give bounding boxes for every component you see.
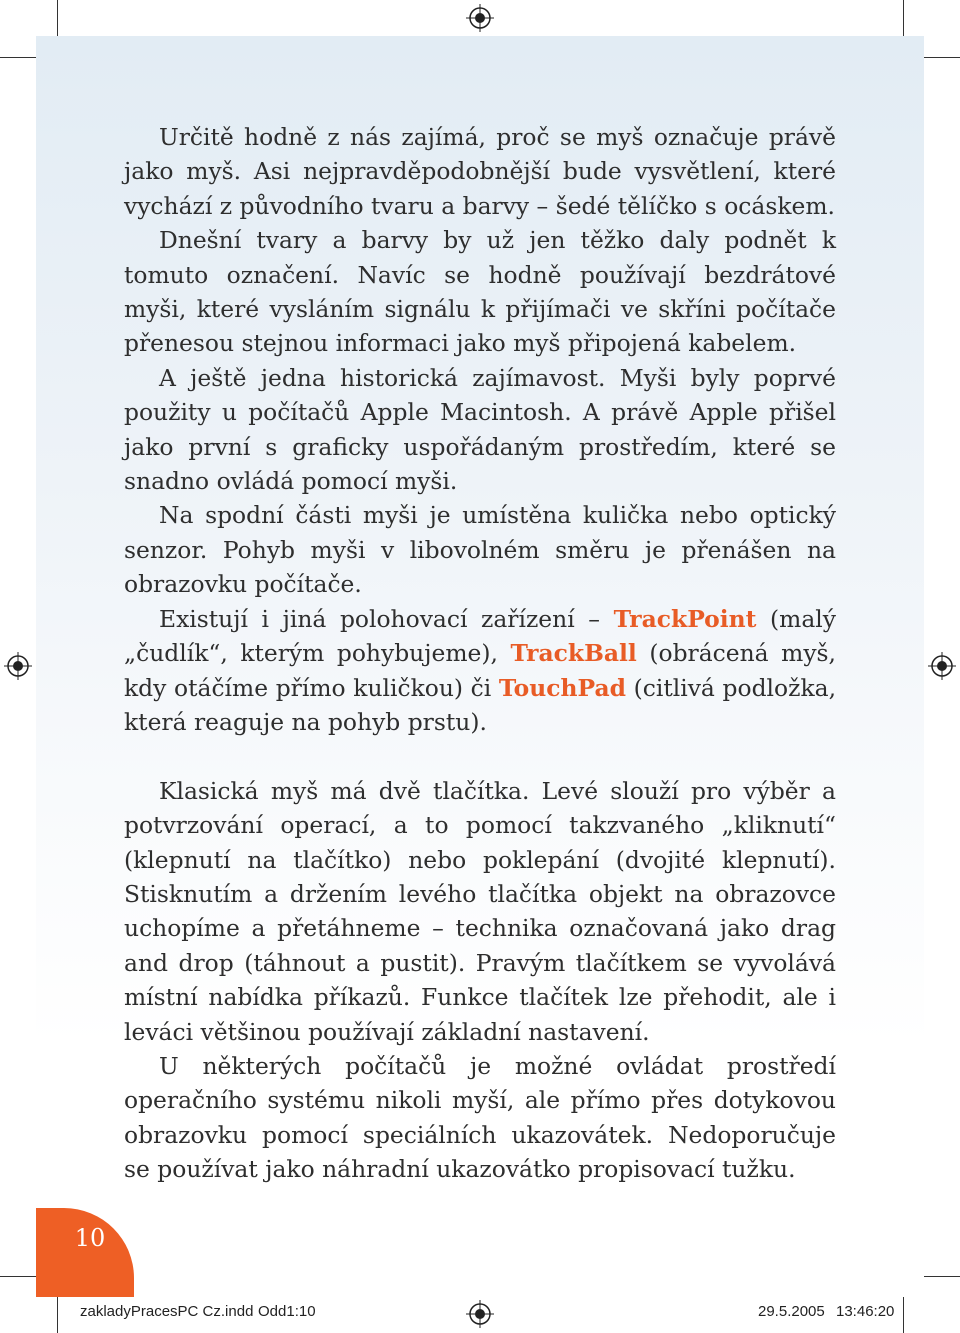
crop-mark-left-bottom bbox=[0, 1276, 36, 1277]
text-segment: (malý „čudlík“, kterým pohybujeme), bbox=[124, 604, 836, 668]
registration-mark-icon bbox=[4, 652, 32, 680]
text-segment: Dnešní tvary a barvy by už jen těžko daly podnět k tomuto označení. Navíc se hodně používají bezdrátové myši, které vysláním signálu k přijímači ve skříni počítače přenesou stejnou informaci jako myš připojená kabelem. bbox=[124, 226, 836, 358]
highlighted-term: TrackBall bbox=[510, 639, 637, 668]
highlighted-term: TouchPad bbox=[498, 673, 626, 702]
text-segment: Existují i jiná polohovací zařízení – bbox=[159, 604, 614, 633]
paragraph bbox=[124, 1049, 836, 1187]
slug-file: zakladyPracesPC Cz.indd bbox=[80, 1303, 254, 1320]
paragraph bbox=[124, 120, 836, 223]
crop-mark-bottom-left bbox=[57, 1297, 58, 1333]
text-segment: Na spodní části myši je umístěna kulička nebo optický senzor. Pohyb myši v libovolném směru je přenášen na obrazovku počítače. bbox=[124, 501, 836, 599]
registration-mark-icon bbox=[466, 4, 494, 32]
registration-mark-icon bbox=[928, 652, 956, 680]
slug-time: 13:46:20 bbox=[836, 1303, 895, 1320]
text-segment: U některých počítačů je možné ovládat prostředí operačního systému nikoli myší, ale přímo přes dotykovou obrazovku pomocí speciálních ukazovátek. Nedoporučuje se používat jako náhradní ukazovátko propisovací tužku. bbox=[124, 1051, 836, 1184]
crop-mark-left-top bbox=[0, 57, 36, 58]
slug-page: Odd1:10 bbox=[258, 1303, 316, 1320]
paragraph bbox=[124, 223, 836, 361]
paragraph bbox=[124, 361, 836, 499]
text-segment: (citlivá podložka, která reaguje na pohyb prstu). bbox=[124, 673, 836, 736]
slug-date: 29.5.2005 bbox=[758, 1303, 825, 1320]
text-segment: (obrácená myš, kdy otáčíme přímo kuličkou) či bbox=[124, 639, 836, 702]
registration-mark-icon bbox=[466, 1300, 494, 1328]
crop-mark-top-left bbox=[57, 0, 58, 36]
paragraph bbox=[124, 498, 836, 601]
text-segment: A ještě jedna historická zajímavost. Myši byly poprvé použity u počítačů Apple Macintosh. A právě Apple přišel jako první s graficky uspořádaným prostředím, které se snadno ovládá pomocí myši. bbox=[124, 363, 836, 496]
body-text bbox=[124, 120, 836, 1187]
crop-mark-bottom-right bbox=[903, 1297, 904, 1333]
paragraph bbox=[124, 602, 836, 740]
crop-mark-top-right bbox=[903, 0, 904, 36]
highlighted-term: TrackPoint bbox=[613, 604, 757, 633]
paragraph bbox=[124, 774, 836, 1049]
crop-mark-right-bottom bbox=[924, 1276, 960, 1277]
text-segment: Určitě hodně z nás zajímá, proč se myš označuje právě jako myš. Asi nejpravděpodobnější bude vysvětlení, které vychází z původního tvaru a barvy – šedé tělíčko s ocáskem. bbox=[124, 123, 836, 220]
page-number: 10 bbox=[74, 1224, 106, 1252]
crop-mark-right-top bbox=[924, 57, 960, 58]
text-segment: Klasická myš má dvě tlačítka. Levé slouží pro výběr a potvrzování operací, a to pomocí takzvaného „kliknutí“ (klepnutí na tlačítko) nebo poklepání (dvojité klepnutí). Stisknutím a držením levého tlačítka objekt na obrazovce uchopíme a přetáhneme – technika označovaná jako drag and drop (táhnout a pustit). Pravým tlačítkem se vyvolává místní nabídka příkazů. Funkce tlačítek lze přehodit, ale i leváci většinou používají základní nastavení. bbox=[124, 776, 836, 1046]
